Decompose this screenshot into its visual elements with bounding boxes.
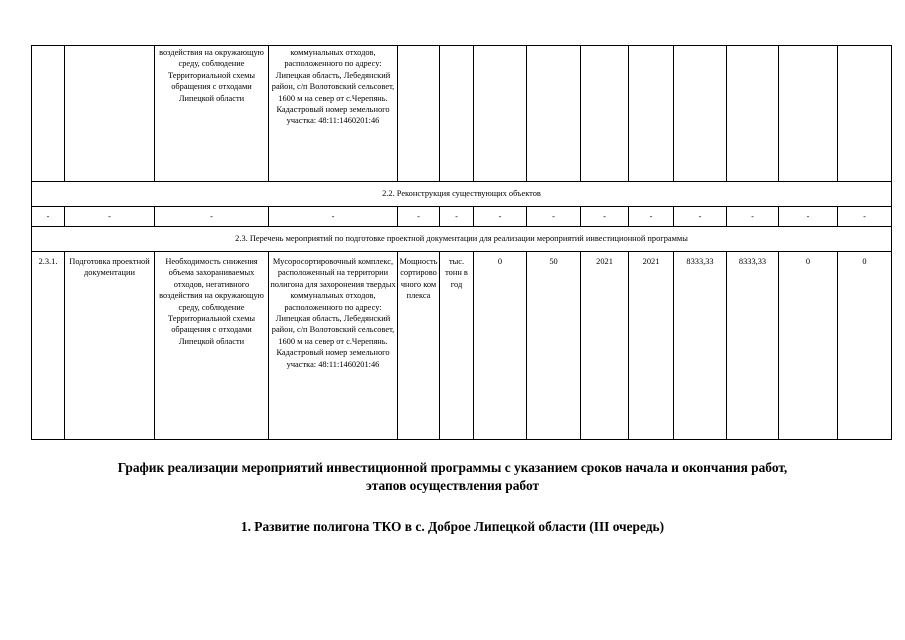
cell-val-after: 50 [527,252,581,440]
dash-cell: - [440,207,474,227]
cell-empty [779,46,838,182]
cell-empty [674,46,727,182]
schedule-heading [0,459,905,495]
table-row [32,252,892,440]
cell-param: Мощность сортировочного комплекса [398,252,440,440]
schedule-heading-line2: этапов осуществления работ [365,478,540,493]
cell-name: Подготовка проектной документации [65,252,155,440]
section-row [32,182,892,207]
cell-cost-total: 8333,33 [674,252,727,440]
cell-empty [727,46,779,182]
section-row [32,227,892,252]
cell-num: 2.3.1. [32,252,65,440]
cell-year-end: 2021 [629,252,674,440]
cell-empty [581,46,629,182]
cell-val-before: 0 [474,252,527,440]
cell-object: коммунальных отходов, расположенного по адресу: Липецкая область, Лебедянский район, с/п Волотовский сельсовет, 1600 м на север от с.Черепянь. Кадастровый номер земельного участка: 48:11:1460201:46 [269,46,398,182]
dash-cell: - [269,207,398,227]
dash-cell: - [398,207,440,227]
table-row [32,46,892,182]
dash-cell: - [155,207,269,227]
cell-goal: Необходимость снижения объема захораниваемых отходов, негативного воздействия на окружающую среду, соблюдение Территориальной схемы обращения с отходами Липецкой области [155,252,269,440]
dash-cell: - [779,207,838,227]
cell-empty [838,46,892,182]
item-heading: 1. Развитие полигона ТКО в с. Доброе Липецкой области (III очередь) [240,519,665,534]
dash-cell: - [32,207,65,227]
cell-object: Мусоросортировочный комплекс, расположенный на территории полигона для захоронения твердых коммунальных отходов, расположенного по адресу: Липецкая область, Лебедянский район, с/п Волотовский сельсовет, 1600 м на север от с.Черепянь. Кадастровый номер земельного участка: 48:11:1460201:46 [269,252,398,440]
cell-year-start: 2021 [581,252,629,440]
cell-unit: тыс. тонн в год [440,252,474,440]
section-title-2-3: 2.3. Перечень мероприятий по подготовке проектной документации для реализации мероприятий инвестиционной программы [32,227,892,252]
dash-cell: - [727,207,779,227]
cell-name [65,46,155,182]
cell-empty [629,46,674,182]
dash-cell: - [474,207,527,227]
table-row [32,207,892,227]
cell-empty [398,46,440,182]
dash-cell: - [65,207,155,227]
cell-empty [474,46,527,182]
cell-empty [527,46,581,182]
dash-cell: - [629,207,674,227]
dash-cell: - [838,207,892,227]
section-title-2-2: 2.2. Реконструкция существующих объектов [32,182,892,207]
cell-cost-2021: 8333,33 [727,252,779,440]
cell-empty [440,46,474,182]
dash-cell: - [527,207,581,227]
cell-num [32,46,65,182]
dash-cell: - [581,207,629,227]
investment-program-table [31,45,892,440]
schedule-heading-line1: График реализации мероприятий инвестиционной программы с указанием сроков начала и окончания работ, [117,460,788,475]
cell-goal: воздействия на окружающую среду, соблюдение Территориальной схемы обращения с отходами Липецкой области [155,46,269,182]
cell-cost-next2: 0 [838,252,892,440]
dash-cell: - [674,207,727,227]
cell-cost-next1: 0 [779,252,838,440]
